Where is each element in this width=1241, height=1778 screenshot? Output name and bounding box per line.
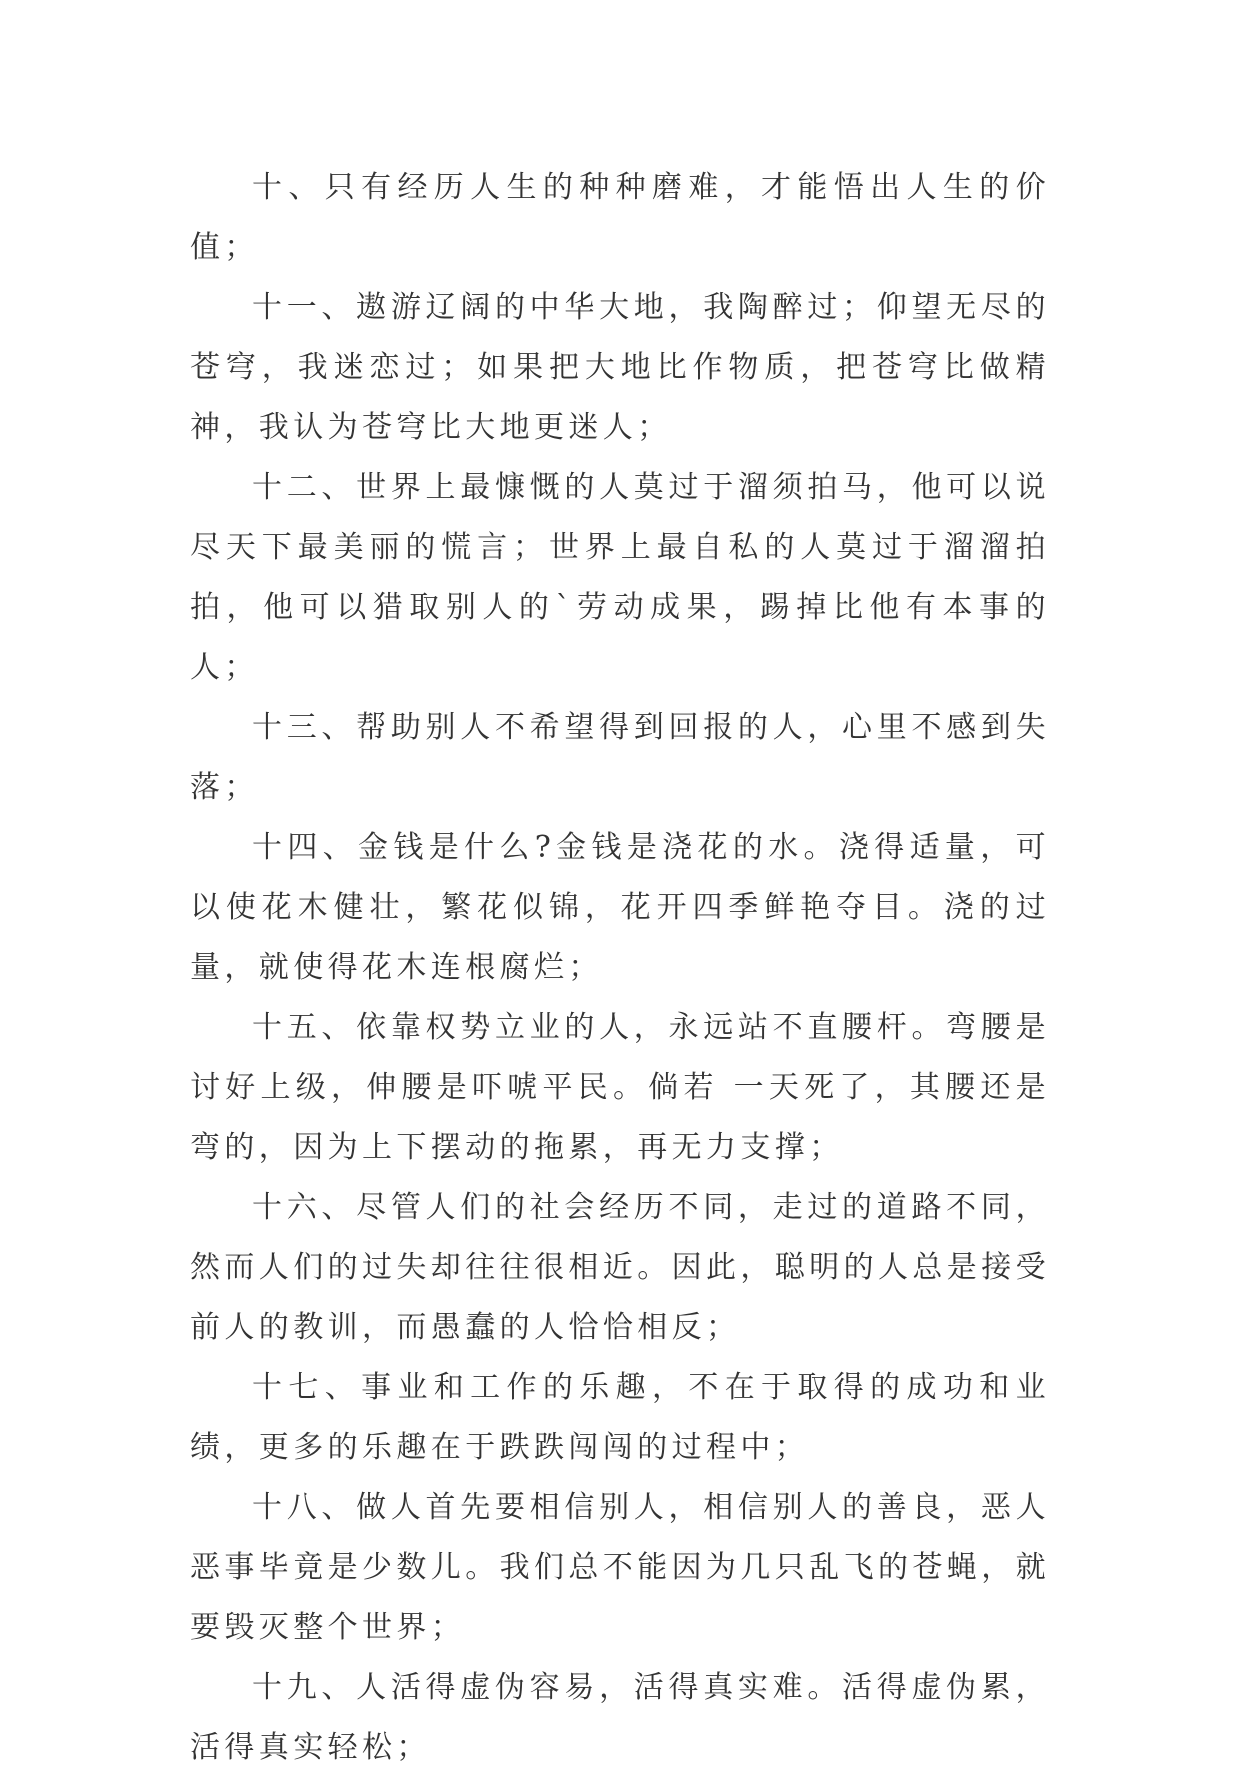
document-body <box>190 158 1050 1778</box>
paragraph-13: 十三、帮助别人不希望得到回报的人，心里不感到失落； <box>190 710 1050 805</box>
paragraph-19: 十九、人活得虚伪容易，活得真实难。活得虚伪累，活得真实轻松； <box>190 1670 1050 1765</box>
paragraph-11: 十一、遨游辽阔的中华大地，我陶醉过；仰望无尽的苍穹，我迷恋过；如果把大地比作物质，把苍穹比做精神，我认为苍穹比大地更迷人； <box>190 290 1050 445</box>
paragraph-16: 十六、尽管人们的社会经历不同，走过的道路不同，然而人们的过失却往往很相近。因此，聪明的人总是接受前人的教训，而愚蠢的人恰恰相反； <box>190 1190 1050 1345</box>
paragraph-18: 十八、做人首先要相信别人，相信别人的善良，恶人恶事毕竟是少数儿。我们总不能因为几只乱飞的苍蝇，就要毁灭整个世界； <box>190 1490 1050 1645</box>
paragraph-17: 十七、事业和工作的乐趣，不在于取得的成功和业绩，更多的乐趣在于跌跌闯闯的过程中； <box>190 1370 1050 1465</box>
paragraph-12: 十二、世界上最慷慨的人莫过于溜须拍马，他可以说尽天下最美丽的慌言；世界上最自私的人莫过于溜溜拍拍，他可以猎取别人的`劳动成果，踢掉比他有本事的人； <box>190 470 1050 685</box>
paragraph-10: 十、只有经历人生的种种磨难，才能悟出人生的价值； <box>190 170 1050 265</box>
paragraph-15: 十五、依靠权势立业的人，永远站不直腰杆。弯腰是讨好上级，伸腰是吓唬平民。倘若 一天死了，其腰还是弯的，因为上下摆动的拖累，再无力支撑； <box>190 1010 1050 1165</box>
paragraph-14: 十四、金钱是什么?金钱是浇花的水。浇得适量，可以使花木健壮，繁花似锦，花开四季鲜艳夺目。浇的过量，就使得花木连根腐烂； <box>190 830 1050 985</box>
